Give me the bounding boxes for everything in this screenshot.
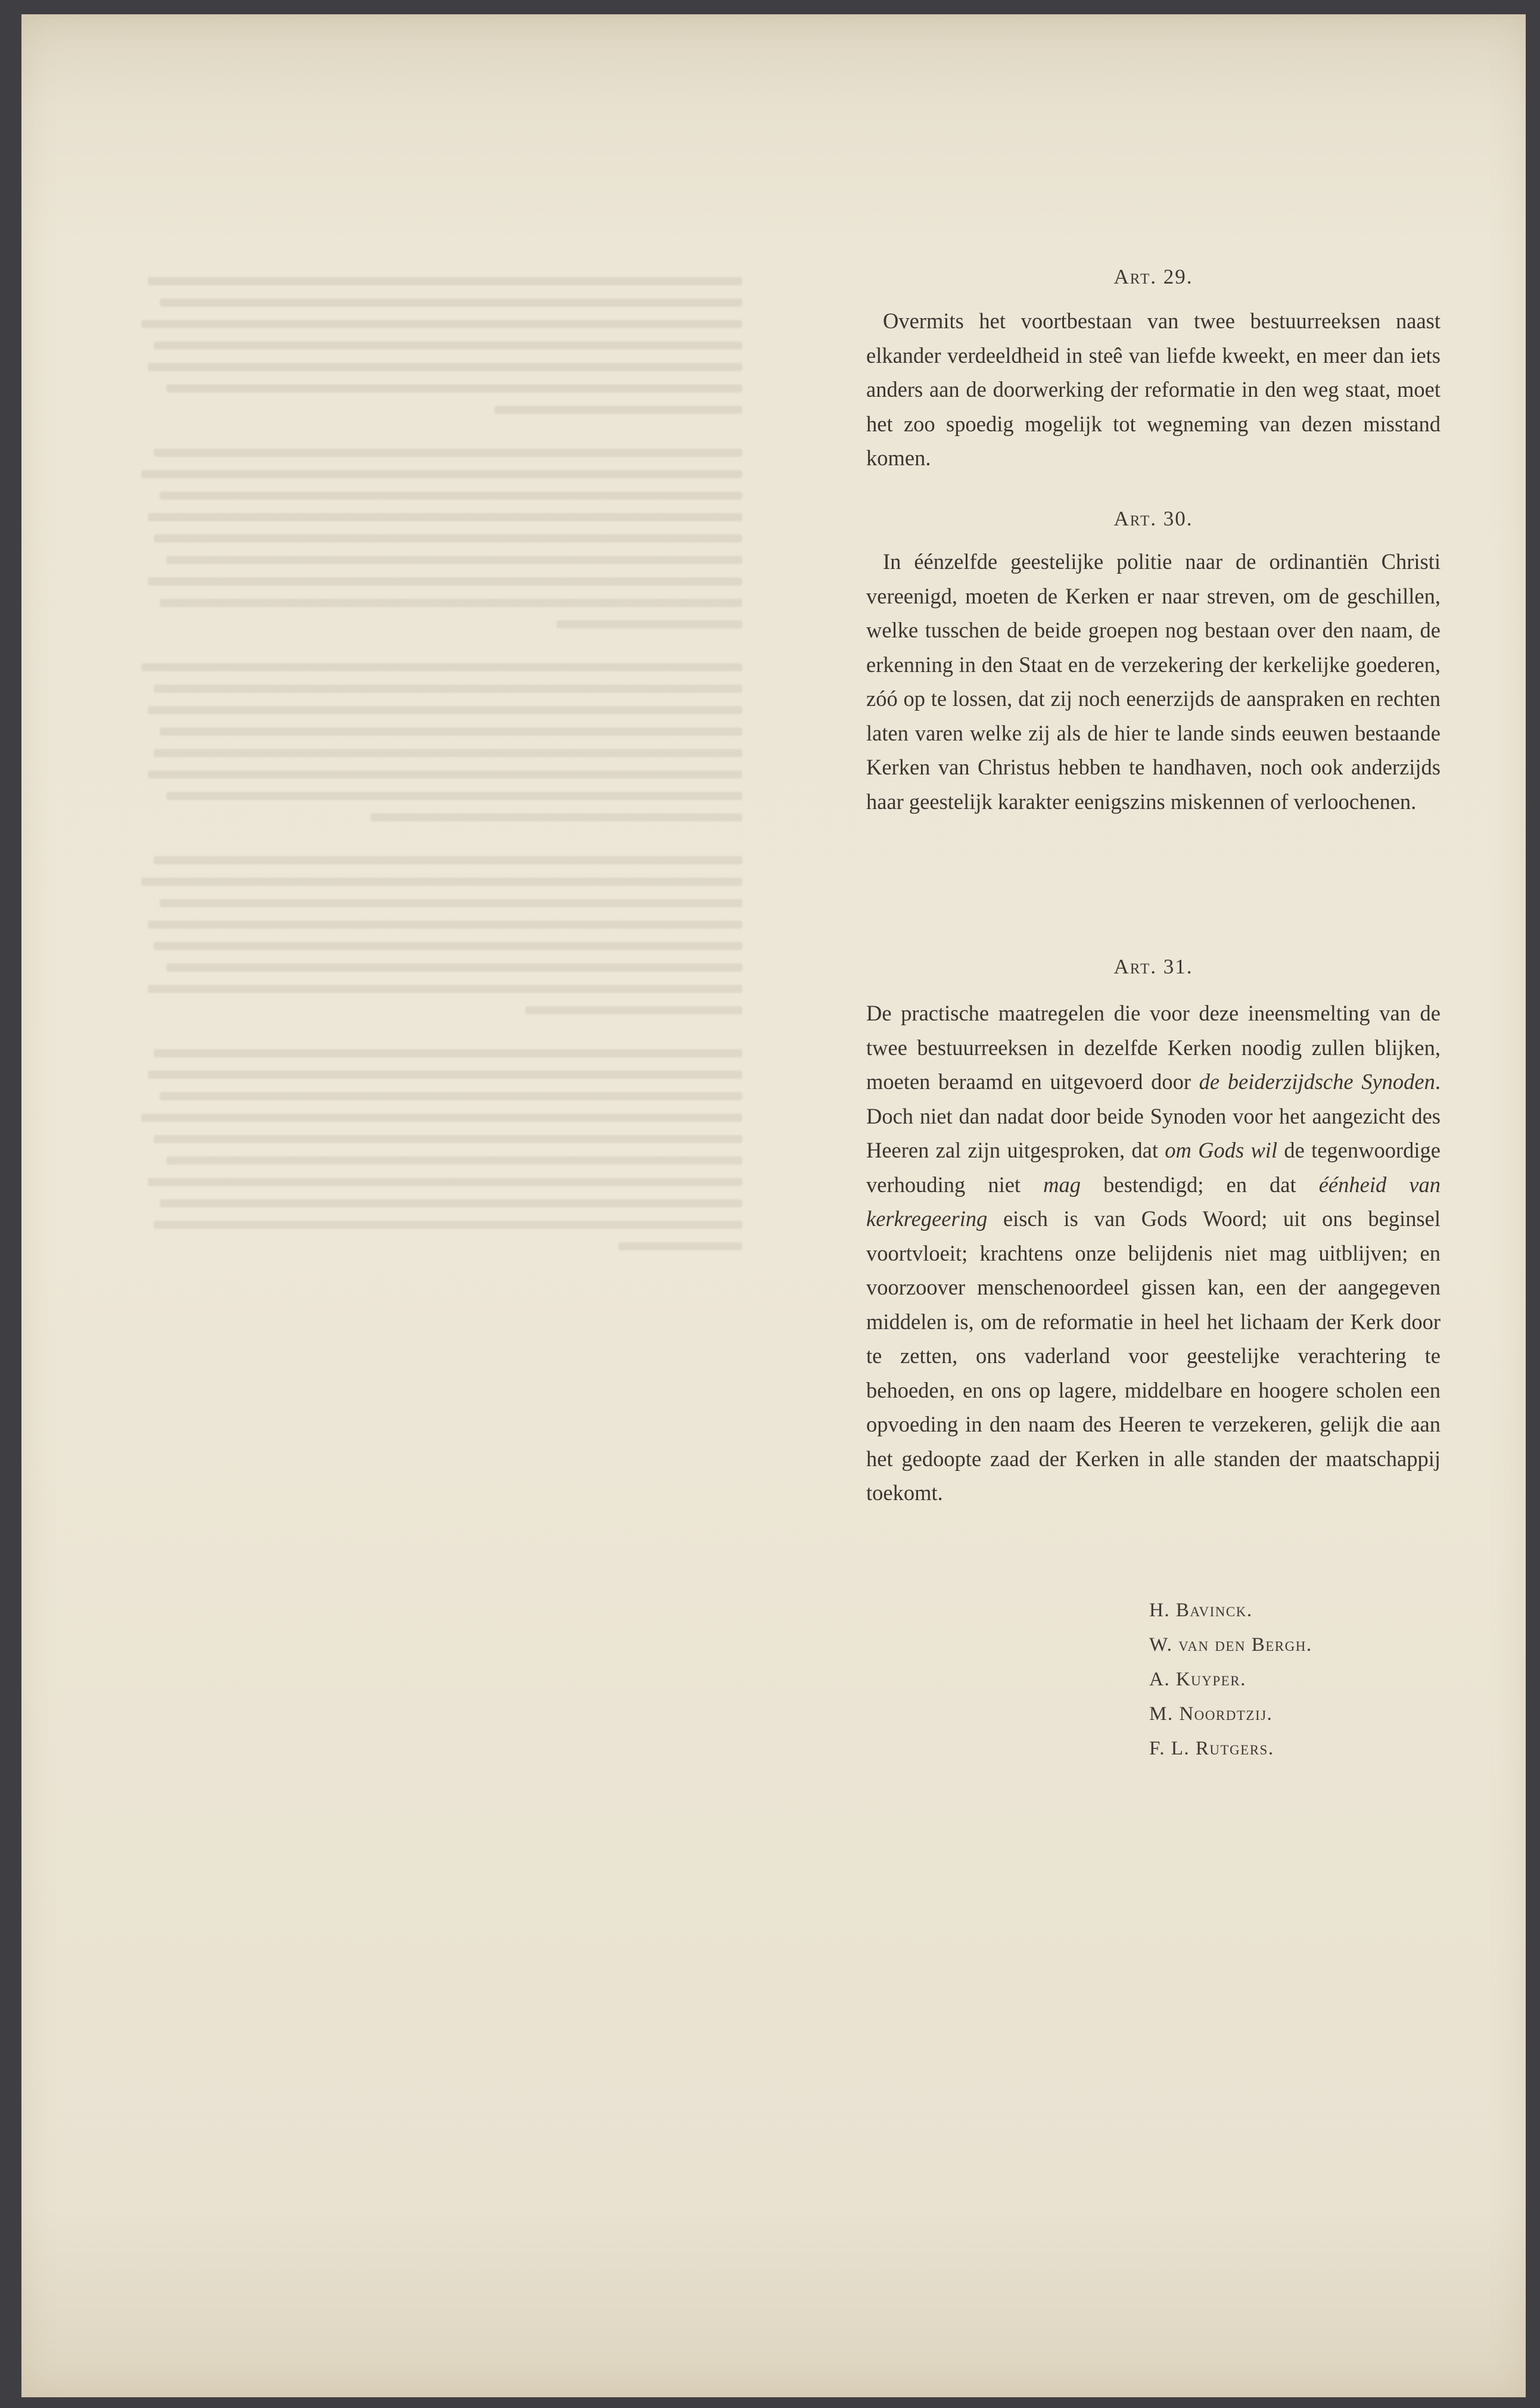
- article-31-heading: Art. 31.: [1113, 955, 1193, 978]
- article-30-text: In éénzelfde geestelijke politie naar de ordinantiën Christi vereenigd, moeten de Kerken er naar streven, om de geschillen, welke tusschen de beide groepen nog bestaan over den naam, de erkenning in den Staat en de verzekering der kerkelijke goederen, zóó op te lossen, dat zij noch eenerzijds de aanspraken en rechten laten varen welke zij als de hier te lande sinds eeuwen bestaande Kerken van Christus hebben te handhaven, noch ook anderzijds haar geestelijk karakter eenigszins miskennen of verloochenen.: [866, 549, 1441, 814]
- article-29-heading: Art. 29.: [1113, 265, 1193, 288]
- article-29-text: Overmits het voortbestaan van twee bestuurreeksen naast elkander verdeeldheid in steê van liefde kweekt, en meer dan iets anders aan de doorwerking der reformatie in den weg staat, moet het zoo spoedig mogelijk tot wegneming van dezen misstand komen.: [866, 309, 1441, 470]
- signature: A. Kuyper.: [1149, 1669, 1246, 1690]
- article-31-text-part: eisch is van Gods Woord; uit ons beginsel voortvloeit; krachtens onze belijdenis niet mag uitblijven; en voorzoover menschenoordeel gissen kan, een der aangegeven middelen is, om de reformatie in heel het lichaam der Kerk door te zetten, ons vaderland voor geestelijke verachtering te behoeden, en ons op lagere, middelbare en hoogere scholen een opvoeding in den naam des Heeren te verzekeren, gelijk die aan het gedoopte zaad der Kerken in alle standen der maatschappij toekomt.: [866, 1206, 1441, 1505]
- signature: F. L. Rutgers.: [1149, 1738, 1274, 1759]
- article-30-heading: Art. 30.: [1113, 507, 1193, 530]
- document-page: [21, 14, 1526, 2397]
- signature: H. Bavinck.: [1149, 1600, 1253, 1621]
- signatures-block: [1149, 1593, 1423, 1766]
- article-31-text-part: bestendigd; en dat: [1081, 1172, 1319, 1197]
- bleed-through-text: [123, 265, 742, 2141]
- article-31-emphasis: mag: [1043, 1172, 1081, 1197]
- signature: W. van den Bergh.: [1149, 1634, 1312, 1656]
- article-31-emphasis: om Gods wil: [1165, 1138, 1278, 1162]
- article-31-text-part: de tegenwoordige verhouding niet: [866, 1138, 1441, 1197]
- article-31-emphasis: de beiderzijdsche Synoden: [1199, 1069, 1435, 1094]
- article-31-text: [866, 996, 1441, 1510]
- article-31-emphasis: éénheid van kerkregeering: [866, 1172, 1441, 1231]
- article-31-text-part: . Doch niet dan nadat door beide Synoden voor het aangezicht des Heeren zal zijn uitgesproken, dat: [866, 1069, 1441, 1162]
- article-31-text-part: De practische maatregelen die voor deze ineensmelting van de twee bestuurreeksen in dezelfde Kerken noodig zullen blijken, moeten beraamd en uitgevoerd door: [866, 1001, 1441, 1094]
- signature: M. Noordtzij.: [1149, 1703, 1273, 1725]
